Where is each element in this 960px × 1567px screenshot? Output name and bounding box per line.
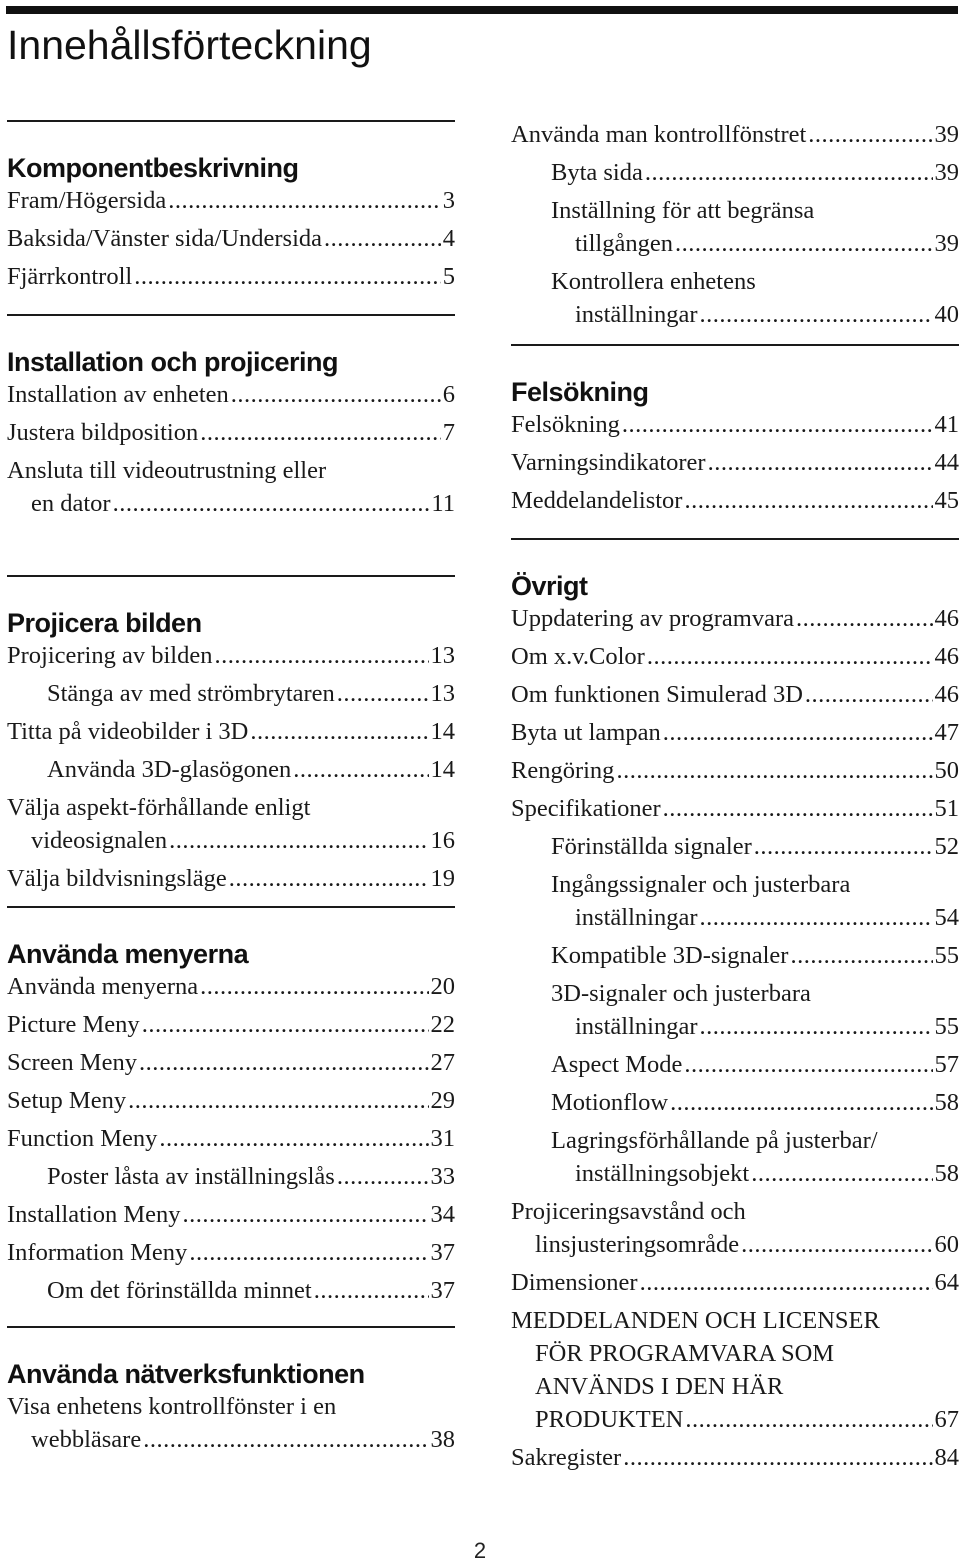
dot-leader xyxy=(640,1266,933,1299)
entry-title: Om det förinställda minnet xyxy=(47,1277,312,1304)
toc-entry-function-meny[interactable] xyxy=(7,1122,455,1160)
toc-entry-list xyxy=(511,118,959,336)
toc-section xyxy=(511,344,959,522)
dot-leader xyxy=(699,901,932,934)
entry-line xyxy=(511,1266,959,1304)
toc-section xyxy=(7,120,455,298)
entry-title: Använda man kontrollfönstret xyxy=(511,121,807,148)
entry-title: Justera bildposition xyxy=(7,419,199,446)
dot-leader xyxy=(645,156,933,189)
entry-page-number: 52 xyxy=(934,833,959,860)
dot-leader xyxy=(790,939,932,972)
section-divider xyxy=(7,120,455,122)
dot-leader xyxy=(684,484,932,517)
entry-page-number: 60 xyxy=(934,1231,959,1258)
entry-page-number: 50 xyxy=(934,757,959,784)
entry-page-number: 27 xyxy=(430,1049,455,1076)
dot-leader xyxy=(314,1274,429,1307)
entry-page-number: 58 xyxy=(934,1160,959,1187)
entry-title: Kompatible 3D-signaler xyxy=(551,942,789,969)
entry-line-wrapped xyxy=(511,1337,959,1370)
toc-entry-specifikationer[interactable] xyxy=(511,792,959,830)
entry-page-number: 13 xyxy=(430,680,455,707)
entry-title: inställningar xyxy=(575,1013,698,1040)
toc-entry-anvanda-menyerna[interactable] xyxy=(7,970,455,1008)
toc-entry-list xyxy=(511,602,959,1479)
entry-line xyxy=(551,1157,959,1195)
toc-entry-lagringsforhallande-pa-justerbar-installningsobjekt[interactable] xyxy=(511,1124,959,1195)
entry-line xyxy=(47,753,455,791)
entry-title: Screen Meny xyxy=(7,1049,137,1076)
dot-leader xyxy=(231,378,441,411)
dot-leader xyxy=(708,446,933,479)
entry-title: Välja bildvisningsläge xyxy=(7,865,227,892)
entry-title: Uppdatering av programvara xyxy=(511,605,794,632)
entry-page-number: 16 xyxy=(430,827,455,854)
entry-title: Poster låsta av inställningslås xyxy=(47,1163,335,1190)
toc-entry-rengoring[interactable] xyxy=(511,754,959,792)
entry-line xyxy=(511,640,959,678)
entry-line xyxy=(551,227,959,265)
entry-line xyxy=(511,716,959,754)
entry-line-wrapped xyxy=(7,791,455,824)
dot-leader xyxy=(189,1236,428,1269)
entry-line xyxy=(7,1046,455,1084)
entry-title: Byta sida xyxy=(551,159,643,186)
entry-line xyxy=(511,1441,959,1479)
entry-page-number: 37 xyxy=(430,1239,455,1266)
entry-page-number: 20 xyxy=(430,973,455,1000)
entry-line xyxy=(47,677,455,715)
entry-title: Använda menyerna xyxy=(7,973,199,1000)
toc-entry-justera-bildposition[interactable] xyxy=(7,416,455,454)
entry-page-number: 33 xyxy=(430,1163,455,1190)
entry-page-number: 46 xyxy=(934,643,959,670)
entry-title: Använda 3D-glasögonen xyxy=(47,756,292,783)
entry-title: Baksida/Vänster sida/Undersida xyxy=(7,225,323,252)
section-divider xyxy=(511,538,959,540)
entry-line xyxy=(7,862,455,900)
dot-leader xyxy=(622,408,933,441)
entry-title: Information Meny xyxy=(7,1239,188,1266)
dot-leader xyxy=(183,1198,429,1231)
dot-leader xyxy=(616,754,932,787)
toc-entry-installation-meny[interactable] xyxy=(7,1198,455,1236)
entry-page-number: 37 xyxy=(430,1277,455,1304)
entry-line xyxy=(551,901,959,939)
dot-leader xyxy=(200,416,441,449)
entry-page-number: 7 xyxy=(442,419,455,446)
dot-leader xyxy=(684,1048,932,1081)
dot-leader xyxy=(250,715,428,748)
entry-page-number: 45 xyxy=(934,487,959,514)
toc-entry-byta-sida[interactable] xyxy=(511,156,959,194)
toc-entry-kompatible-3d-signaler[interactable] xyxy=(511,939,959,977)
entry-line xyxy=(7,715,455,753)
entry-page-number: 34 xyxy=(430,1201,455,1228)
entry-line xyxy=(7,487,455,525)
toc-entry-picture-meny[interactable] xyxy=(7,1008,455,1046)
dot-leader xyxy=(159,1122,428,1155)
toc-section xyxy=(7,575,455,900)
entry-title: Lagringsförhållande på justerbar/ xyxy=(551,1127,878,1154)
toc-entry-aspect-mode[interactable] xyxy=(511,1048,959,1086)
entry-page-number: 29 xyxy=(430,1087,455,1114)
entry-title: Kontrollera enhetens xyxy=(551,268,756,295)
entry-page-number: 57 xyxy=(934,1051,959,1078)
entry-title: Projicering av bilden xyxy=(7,642,213,669)
toc-entry-motionflow[interactable] xyxy=(511,1086,959,1124)
entry-line-wrapped xyxy=(551,1124,959,1157)
entry-title: Function Meny xyxy=(7,1125,158,1152)
entry-title: Picture Meny xyxy=(7,1011,140,1038)
toc-entry-felsokning[interactable] xyxy=(511,408,959,446)
entry-title: Förinställda signaler xyxy=(551,833,752,860)
entry-page-number: 67 xyxy=(934,1406,959,1433)
entry-line xyxy=(47,1160,455,1198)
dot-leader xyxy=(168,184,441,217)
entry-title: Varningsindikatorer xyxy=(511,449,706,476)
toc-entry-meddelanden-och-licenser-for-programvara-som-anvands-i-den-har-produkten[interactable] xyxy=(511,1304,959,1441)
entry-page-number: 46 xyxy=(934,681,959,708)
entry-title: Dimensioner xyxy=(511,1269,638,1296)
dot-leader xyxy=(685,1403,932,1436)
toc-entry-screen-meny[interactable] xyxy=(7,1046,455,1084)
entry-title: Sakregister xyxy=(511,1444,622,1471)
toc-entry-list xyxy=(511,408,959,522)
dot-leader xyxy=(623,1441,932,1474)
entry-title: en dator xyxy=(31,490,111,517)
entry-title: Fram/Högersida xyxy=(7,187,167,214)
toc-entry-projiceringsavstand-och-linsjusteringsomrade[interactable] xyxy=(511,1195,959,1266)
toc-entry-sakregister[interactable] xyxy=(511,1441,959,1479)
entry-page-number: 14 xyxy=(430,756,455,783)
entry-line xyxy=(7,184,455,222)
entry-line xyxy=(7,970,455,1008)
toc-entry-meddelandelistor[interactable] xyxy=(511,484,959,522)
entry-title: webbläsare xyxy=(31,1426,142,1453)
entry-line xyxy=(7,1198,455,1236)
page-number: 2 xyxy=(473,1538,487,1563)
entry-page-number: 13 xyxy=(430,642,455,669)
entry-line xyxy=(551,156,959,194)
toc-entry-list xyxy=(7,1390,455,1461)
dot-leader xyxy=(699,1010,932,1043)
entry-line xyxy=(7,416,455,454)
entry-title: Inställning för att begränsa xyxy=(551,197,815,224)
toc-entry-information-meny[interactable] xyxy=(7,1236,455,1274)
toc-entry-anvanda-3d-glasogonen[interactable] xyxy=(7,753,455,791)
toc-entry-3d-signaler-och-justerbara-installningar[interactable] xyxy=(511,977,959,1048)
toc-section xyxy=(511,538,959,1479)
entry-page-number: 39 xyxy=(934,159,959,186)
entry-title: inställningar xyxy=(575,301,698,328)
dot-leader xyxy=(808,118,932,151)
entry-page-number: 47 xyxy=(934,719,959,746)
entry-title: inställningar xyxy=(575,904,698,931)
entry-line xyxy=(7,639,455,677)
section-divider xyxy=(7,314,455,316)
entry-line xyxy=(7,1122,455,1160)
dot-leader xyxy=(337,677,429,710)
dot-leader xyxy=(663,716,933,749)
entry-page-number: 46 xyxy=(934,605,959,632)
toc-entry-om-funktionen-simulerad-3d[interactable] xyxy=(511,678,959,716)
entry-title: Motionflow xyxy=(551,1089,669,1116)
toc-entry-om-x-v-color[interactable] xyxy=(511,640,959,678)
entry-page-number: 38 xyxy=(430,1426,455,1453)
dot-leader xyxy=(142,1008,429,1041)
entry-title: Ingångssignaler och justerbara xyxy=(551,871,851,898)
dot-leader xyxy=(169,824,428,857)
entry-line xyxy=(551,1048,959,1086)
entry-title: PRODUKTEN xyxy=(535,1406,684,1433)
entry-title: MEDDELANDEN OCH LICENSER xyxy=(511,1307,880,1334)
section-heading: Använda nätverksfunktionen xyxy=(7,1359,365,1389)
toc-entry-fram-hogersida[interactable] xyxy=(7,184,455,222)
entry-title: Om x.v.Color xyxy=(511,643,645,670)
entry-title: Setup Meny xyxy=(7,1087,127,1114)
dot-leader xyxy=(139,1046,429,1079)
entry-line-wrapped xyxy=(551,194,959,227)
entry-page-number: 3 xyxy=(442,187,455,214)
entry-page-number: 84 xyxy=(934,1444,959,1471)
entry-title: Ansluta till videoutrustning eller xyxy=(7,457,327,484)
entry-page-number: 39 xyxy=(934,121,959,148)
entry-page-number: 54 xyxy=(934,904,959,931)
dot-leader xyxy=(675,227,933,260)
entry-title: Rengöring xyxy=(511,757,615,784)
section-divider xyxy=(7,906,455,908)
entry-title: Välja aspekt-förhållande enligt xyxy=(7,794,311,821)
entry-page-number: 55 xyxy=(934,942,959,969)
dot-leader xyxy=(134,260,441,293)
toc-entry-byta-ut-lampan[interactable] xyxy=(511,716,959,754)
toc-entry-ansluta-till-videoutrustning-eller-en-dator[interactable] xyxy=(7,454,455,525)
dot-leader xyxy=(699,298,932,331)
entry-page-number: 39 xyxy=(934,230,959,257)
dot-leader xyxy=(113,487,430,520)
entry-page-number: 51 xyxy=(934,795,959,822)
toc-entry-installning-for-att-begransa-tillgangen[interactable] xyxy=(511,194,959,265)
entry-page-number: 40 xyxy=(934,301,959,328)
entry-title: inställningsobjekt xyxy=(575,1160,750,1187)
entry-page-number: 19 xyxy=(430,865,455,892)
dot-leader xyxy=(293,753,428,786)
entry-line xyxy=(7,1008,455,1046)
entry-title: Specifikationer xyxy=(511,795,661,822)
dot-leader xyxy=(805,678,933,711)
toc-entry-forinstallda-signaler[interactable] xyxy=(511,830,959,868)
toc-entry-installation-av-enheten[interactable] xyxy=(7,378,455,416)
toc-entry-valja-aspekt-forhallande-enligt-videosignalen[interactable] xyxy=(7,791,455,862)
entry-line xyxy=(7,222,455,260)
entry-title: Titta på videobilder i 3D xyxy=(7,718,249,745)
toc-entry-list xyxy=(7,378,455,525)
dot-leader xyxy=(128,1084,428,1117)
entry-page-number: 5 xyxy=(442,263,455,290)
entry-title: Visa enhetens kontrollfönster i en xyxy=(7,1393,337,1420)
entry-page-number: 11 xyxy=(431,490,455,517)
entry-line xyxy=(7,1423,455,1461)
entry-line xyxy=(511,602,959,640)
dot-leader xyxy=(200,970,428,1003)
toc-entry-list xyxy=(7,184,455,298)
entry-line xyxy=(511,484,959,522)
entry-title: tillgången xyxy=(575,230,673,257)
dot-leader xyxy=(337,1160,429,1193)
entry-page-number: 55 xyxy=(934,1013,959,1040)
dot-leader xyxy=(229,862,429,895)
dot-leader xyxy=(754,830,933,863)
entry-line xyxy=(511,446,959,484)
entry-line xyxy=(511,678,959,716)
entry-title: 3D-signaler och justerbara xyxy=(551,980,811,1007)
dot-leader xyxy=(741,1228,932,1261)
page-title: Innehållsförteckning xyxy=(7,22,372,68)
toc-entry-list xyxy=(7,639,455,900)
entry-page-number: 31 xyxy=(430,1125,455,1152)
dot-leader xyxy=(214,639,428,672)
section-heading: Felsökning xyxy=(511,377,649,407)
dot-leader xyxy=(143,1423,428,1456)
section-heading: Komponentbeskrivning xyxy=(7,153,299,183)
entry-title: Installation av enheten xyxy=(7,381,229,408)
entry-title: Installation Meny xyxy=(7,1201,181,1228)
toc-entry-om-det-forinstallda-minnet[interactable] xyxy=(7,1274,455,1312)
entry-page-number: 41 xyxy=(934,411,959,438)
entry-line-wrapped xyxy=(551,977,959,1010)
entry-line-wrapped xyxy=(551,868,959,901)
dot-leader xyxy=(751,1157,932,1190)
toc-section xyxy=(7,906,455,1312)
entry-line xyxy=(7,824,455,862)
toc-entry-dimensioner[interactable] xyxy=(511,1266,959,1304)
entry-line xyxy=(551,298,959,336)
entry-line-wrapped xyxy=(511,1370,959,1403)
entry-title: Projiceringsavstånd och xyxy=(511,1198,746,1225)
entry-title: Aspect Mode xyxy=(551,1051,683,1078)
toc-entry-titta-pa-videobilder-i-3d[interactable] xyxy=(7,715,455,753)
entry-page-number: 22 xyxy=(430,1011,455,1038)
toc-entry-valja-bildvisningslage[interactable] xyxy=(7,862,455,900)
entry-title: ANVÄNDS I DEN HÄR xyxy=(535,1373,784,1400)
entry-page-number: 58 xyxy=(934,1089,959,1116)
entry-page-number: 64 xyxy=(934,1269,959,1296)
dot-leader xyxy=(796,602,933,635)
entry-line xyxy=(7,1084,455,1122)
dot-leader xyxy=(647,640,933,673)
section-divider xyxy=(511,344,959,346)
entry-line-wrapped xyxy=(7,1390,455,1423)
toc-entry-ingangssignaler-och-justerbara-installningar[interactable] xyxy=(511,868,959,939)
entry-line-wrapped xyxy=(511,1195,959,1228)
section-heading: Projicera bilden xyxy=(7,608,202,638)
toc-entry-varningsindikatorer[interactable] xyxy=(511,446,959,484)
entry-line xyxy=(7,1236,455,1274)
dot-leader xyxy=(324,222,441,255)
toc-entry-poster-lasta-av-installningslas[interactable] xyxy=(7,1160,455,1198)
toc-entry-baksida-vanster-sida-undersida[interactable] xyxy=(7,222,455,260)
toc-entry-uppdatering-av-programvara[interactable] xyxy=(511,602,959,640)
dot-leader xyxy=(663,792,933,825)
entry-line xyxy=(551,939,959,977)
toc-section xyxy=(7,314,455,525)
toc-section xyxy=(511,118,959,336)
entry-line-wrapped xyxy=(7,454,455,487)
entry-title: FÖR PROGRAMVARA SOM xyxy=(535,1340,835,1367)
entry-title: Meddelandelistor xyxy=(511,487,683,514)
entry-line xyxy=(511,408,959,446)
entry-line-wrapped xyxy=(551,265,959,298)
toc-entry-visa-enhetens-kontrollfonster-i-en-webblasare[interactable] xyxy=(7,1390,455,1461)
entry-title: Om funktionen Simulerad 3D xyxy=(511,681,803,708)
section-heading: Övrigt xyxy=(511,571,588,601)
toc-entry-fjarrkontroll[interactable] xyxy=(7,260,455,298)
toc-entry-setup-meny[interactable] xyxy=(7,1084,455,1122)
toc-entry-kontrollera-enhetens-installningar[interactable] xyxy=(511,265,959,336)
entry-line xyxy=(551,830,959,868)
entry-page-number: 44 xyxy=(934,449,959,476)
entry-line xyxy=(551,1086,959,1124)
entry-title: Byta ut lampan xyxy=(511,719,661,746)
entry-line xyxy=(511,754,959,792)
top-rule xyxy=(6,6,958,14)
section-heading: Använda menyerna xyxy=(7,939,249,969)
toc-entry-list xyxy=(7,970,455,1312)
entry-title: Felsökning xyxy=(511,411,620,438)
entry-title: Fjärrkontroll xyxy=(7,263,133,290)
entry-line xyxy=(511,792,959,830)
entry-page-number: 6 xyxy=(442,381,455,408)
entry-title: linsjusteringsområde xyxy=(535,1231,740,1258)
entry-line xyxy=(551,1010,959,1048)
entry-line xyxy=(511,1228,959,1266)
toc-entry-projicering-av-bilden[interactable] xyxy=(7,639,455,677)
entry-page-number: 4 xyxy=(442,225,455,252)
entry-title: videosignalen xyxy=(31,827,168,854)
section-heading: Installation och projicering xyxy=(7,347,339,377)
dot-leader xyxy=(670,1086,932,1119)
entry-line xyxy=(7,260,455,298)
toc-entry-stanga-av-med-strombrytaren[interactable] xyxy=(7,677,455,715)
entry-page-number: 14 xyxy=(430,718,455,745)
toc-section xyxy=(7,1326,455,1461)
toc-entry-anvanda-man-kontrollfonstret[interactable] xyxy=(511,118,959,156)
entry-title: Stänga av med strömbrytaren xyxy=(47,680,335,707)
section-divider xyxy=(7,1326,455,1328)
entry-line xyxy=(7,378,455,416)
entry-line xyxy=(47,1274,455,1312)
entry-line xyxy=(511,118,959,156)
section-divider xyxy=(7,575,455,577)
entry-line-wrapped xyxy=(511,1304,959,1337)
entry-line xyxy=(511,1403,959,1441)
